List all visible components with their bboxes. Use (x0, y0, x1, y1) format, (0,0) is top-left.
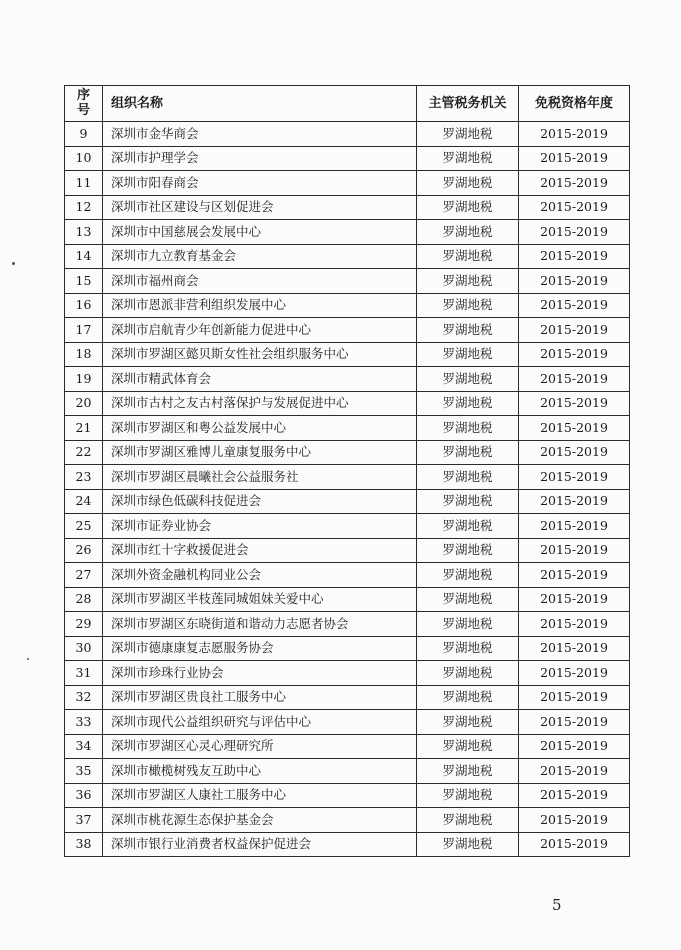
table-row (65, 465, 630, 490)
tax-authority-cell: 罗湖地税 (417, 367, 519, 392)
header-exempt-year: 免税资格年度 (519, 86, 630, 122)
tax-authority-cell: 罗湖地税 (417, 269, 519, 294)
org-name-cell: 深圳市桃花源生态保护基金会 (103, 808, 417, 833)
seq-cell: 14 (65, 244, 103, 269)
seq-cell: 29 (65, 612, 103, 637)
table-row (65, 538, 630, 563)
exempt-year-cell: 2015-2019 (519, 269, 630, 294)
tax-authority-cell: 罗湖地税 (417, 636, 519, 661)
table-row (65, 195, 630, 220)
table-row (65, 391, 630, 416)
table-row (65, 318, 630, 343)
tax-authority-cell: 罗湖地税 (417, 342, 519, 367)
table-row (65, 808, 630, 833)
table-body (65, 122, 630, 857)
table-row (65, 587, 630, 612)
table-row (65, 171, 630, 196)
seq-cell: 13 (65, 220, 103, 245)
seq-cell: 21 (65, 416, 103, 441)
tax-authority-cell: 罗湖地税 (417, 563, 519, 588)
table-row (65, 832, 630, 857)
table-row (65, 122, 630, 147)
seq-cell: 20 (65, 391, 103, 416)
org-name-cell: 深圳市罗湖区懿贝斯女性社会组织服务中心 (103, 342, 417, 367)
seq-cell: 18 (65, 342, 103, 367)
tax-authority-cell: 罗湖地税 (417, 734, 519, 759)
seq-cell: 32 (65, 685, 103, 710)
tax-authority-cell: 罗湖地税 (417, 440, 519, 465)
header-seq (65, 86, 103, 122)
org-name-cell: 深圳市罗湖区贵良社工服务中心 (103, 685, 417, 710)
seq-cell: 12 (65, 195, 103, 220)
tax-authority-cell: 罗湖地税 (417, 122, 519, 147)
exempt-year-cell: 2015-2019 (519, 783, 630, 808)
exempt-year-cell: 2015-2019 (519, 318, 630, 343)
header-org-name: 组织名称 (103, 86, 417, 122)
exempt-year-cell: 2015-2019 (519, 612, 630, 637)
tax-authority-cell: 罗湖地税 (417, 783, 519, 808)
tax-authority-cell: 罗湖地税 (417, 514, 519, 539)
seq-cell: 11 (65, 171, 103, 196)
org-name-cell: 深圳市福州商会 (103, 269, 417, 294)
org-name-cell: 深圳市启航青少年创新能力促进中心 (103, 318, 417, 343)
exempt-year-cell: 2015-2019 (519, 710, 630, 735)
tax-authority-cell: 罗湖地税 (417, 612, 519, 637)
seq-cell: 37 (65, 808, 103, 833)
exempt-year-cell: 2015-2019 (519, 661, 630, 686)
tax-authority-cell: 罗湖地税 (417, 808, 519, 833)
org-name-cell: 深圳市橄榄树残友互助中心 (103, 759, 417, 784)
org-name-cell: 深圳市罗湖区和粤公益发展中心 (103, 416, 417, 441)
exempt-year-cell: 2015-2019 (519, 440, 630, 465)
exempt-year-cell: 2015-2019 (519, 734, 630, 759)
seq-cell: 15 (65, 269, 103, 294)
exempt-year-cell: 2015-2019 (519, 489, 630, 514)
org-name-cell: 深圳市红十字救援促进会 (103, 538, 417, 563)
seq-cell: 31 (65, 661, 103, 686)
tax-authority-cell: 罗湖地税 (417, 293, 519, 318)
table-row (65, 514, 630, 539)
org-name-cell: 深圳市珍珠行业协会 (103, 661, 417, 686)
tax-authority-cell: 罗湖地税 (417, 759, 519, 784)
table-row (65, 416, 630, 441)
table-row (65, 734, 630, 759)
exempt-year-cell: 2015-2019 (519, 636, 630, 661)
seq-cell: 25 (65, 514, 103, 539)
exempt-year-cell: 2015-2019 (519, 808, 630, 833)
org-name-cell: 深圳市罗湖区心灵心理研究所 (103, 734, 417, 759)
tax-authority-cell: 罗湖地税 (417, 171, 519, 196)
seq-cell: 22 (65, 440, 103, 465)
table-row (65, 759, 630, 784)
tax-authority-cell: 罗湖地税 (417, 244, 519, 269)
page-number: 5 (552, 896, 562, 914)
org-name-cell: 深圳市中国慈展会发展中心 (103, 220, 417, 245)
organization-table (64, 85, 630, 857)
table-row (65, 710, 630, 735)
table-row (65, 783, 630, 808)
org-name-cell: 深圳市银行业消费者权益保护促进会 (103, 832, 417, 857)
tax-authority-cell: 罗湖地税 (417, 685, 519, 710)
exempt-year-cell: 2015-2019 (519, 832, 630, 857)
tax-authority-cell: 罗湖地税 (417, 146, 519, 171)
seq-cell: 9 (65, 122, 103, 147)
seq-cell: 34 (65, 734, 103, 759)
org-name-cell: 深圳市金华商会 (103, 122, 417, 147)
org-name-cell: 深圳市社区建设与区划促进会 (103, 195, 417, 220)
exempt-year-cell: 2015-2019 (519, 122, 630, 147)
seq-cell: 17 (65, 318, 103, 343)
seq-cell: 28 (65, 587, 103, 612)
org-name-cell: 深圳市精武体育会 (103, 367, 417, 392)
tax-authority-cell: 罗湖地税 (417, 318, 519, 343)
table-row (65, 685, 630, 710)
org-name-cell: 深圳市罗湖区晨曦社会公益服务社 (103, 465, 417, 490)
seq-cell: 16 (65, 293, 103, 318)
exempt-year-cell: 2015-2019 (519, 563, 630, 588)
header-seq-line1: 序 (76, 87, 90, 103)
seq-cell: 38 (65, 832, 103, 857)
exempt-year-cell: 2015-2019 (519, 685, 630, 710)
table-row (65, 612, 630, 637)
org-name-cell: 深圳市绿色低碳科技促进会 (103, 489, 417, 514)
scan-speck (12, 262, 15, 265)
table-row (65, 661, 630, 686)
exempt-year-cell: 2015-2019 (519, 146, 630, 171)
seq-cell: 30 (65, 636, 103, 661)
table-row (65, 563, 630, 588)
exempt-year-cell: 2015-2019 (519, 220, 630, 245)
tax-authority-cell: 罗湖地税 (417, 832, 519, 857)
exempt-year-cell: 2015-2019 (519, 416, 630, 441)
exempt-year-cell: 2015-2019 (519, 367, 630, 392)
table-row (65, 489, 630, 514)
seq-cell: 24 (65, 489, 103, 514)
exempt-year-cell: 2015-2019 (519, 171, 630, 196)
org-name-cell: 深圳市德康康复志愿服务协会 (103, 636, 417, 661)
exempt-year-cell: 2015-2019 (519, 293, 630, 318)
header-seq-line2: 号 (76, 102, 90, 118)
seq-cell: 19 (65, 367, 103, 392)
tax-authority-cell: 罗湖地税 (417, 465, 519, 490)
tax-authority-cell: 罗湖地税 (417, 710, 519, 735)
seq-cell: 35 (65, 759, 103, 784)
exempt-year-cell: 2015-2019 (519, 587, 630, 612)
org-name-cell: 深圳市罗湖区雅博儿童康复服务中心 (103, 440, 417, 465)
exempt-year-cell: 2015-2019 (519, 391, 630, 416)
table-row (65, 220, 630, 245)
exempt-year-cell: 2015-2019 (519, 342, 630, 367)
scan-speck (27, 658, 29, 660)
tax-authority-cell: 罗湖地税 (417, 195, 519, 220)
tax-authority-cell: 罗湖地税 (417, 538, 519, 563)
seq-cell: 33 (65, 710, 103, 735)
org-name-cell: 深圳外资金融机构同业公会 (103, 563, 417, 588)
tax-authority-cell: 罗湖地税 (417, 220, 519, 245)
org-name-cell: 深圳市罗湖区东晓街道和谐动力志愿者协会 (103, 612, 417, 637)
table-row (65, 636, 630, 661)
table-row (65, 440, 630, 465)
tax-authority-cell: 罗湖地税 (417, 391, 519, 416)
org-name-cell: 深圳市证券业协会 (103, 514, 417, 539)
exempt-year-cell: 2015-2019 (519, 514, 630, 539)
table-row (65, 293, 630, 318)
org-name-cell: 深圳市罗湖区人康社工服务中心 (103, 783, 417, 808)
org-name-cell: 深圳市古村之友古村落保护与发展促进中心 (103, 391, 417, 416)
org-name-cell: 深圳市罗湖区半枝莲同城姐妹关爱中心 (103, 587, 417, 612)
seq-cell: 26 (65, 538, 103, 563)
header-tax-authority: 主管税务机关 (417, 86, 519, 122)
tax-authority-cell: 罗湖地税 (417, 416, 519, 441)
table-row (65, 146, 630, 171)
seq-cell: 23 (65, 465, 103, 490)
exempt-year-cell: 2015-2019 (519, 244, 630, 269)
tax-authority-cell: 罗湖地税 (417, 587, 519, 612)
exempt-year-cell: 2015-2019 (519, 759, 630, 784)
seq-cell: 10 (65, 146, 103, 171)
table-row (65, 367, 630, 392)
org-name-cell: 深圳市恩派非营利组织发展中心 (103, 293, 417, 318)
table-row (65, 342, 630, 367)
exempt-year-cell: 2015-2019 (519, 195, 630, 220)
org-name-cell: 深圳市现代公益组织研究与评估中心 (103, 710, 417, 735)
seq-cell: 36 (65, 783, 103, 808)
org-name-cell: 深圳市阳春商会 (103, 171, 417, 196)
table-header-row (65, 86, 630, 122)
tax-authority-cell: 罗湖地税 (417, 489, 519, 514)
table-row (65, 244, 630, 269)
exempt-year-cell: 2015-2019 (519, 538, 630, 563)
table-row (65, 269, 630, 294)
seq-cell: 27 (65, 563, 103, 588)
tax-authority-cell: 罗湖地税 (417, 661, 519, 686)
exempt-year-cell: 2015-2019 (519, 465, 630, 490)
org-name-cell: 深圳市九立教育基金会 (103, 244, 417, 269)
org-name-cell: 深圳市护理学会 (103, 146, 417, 171)
